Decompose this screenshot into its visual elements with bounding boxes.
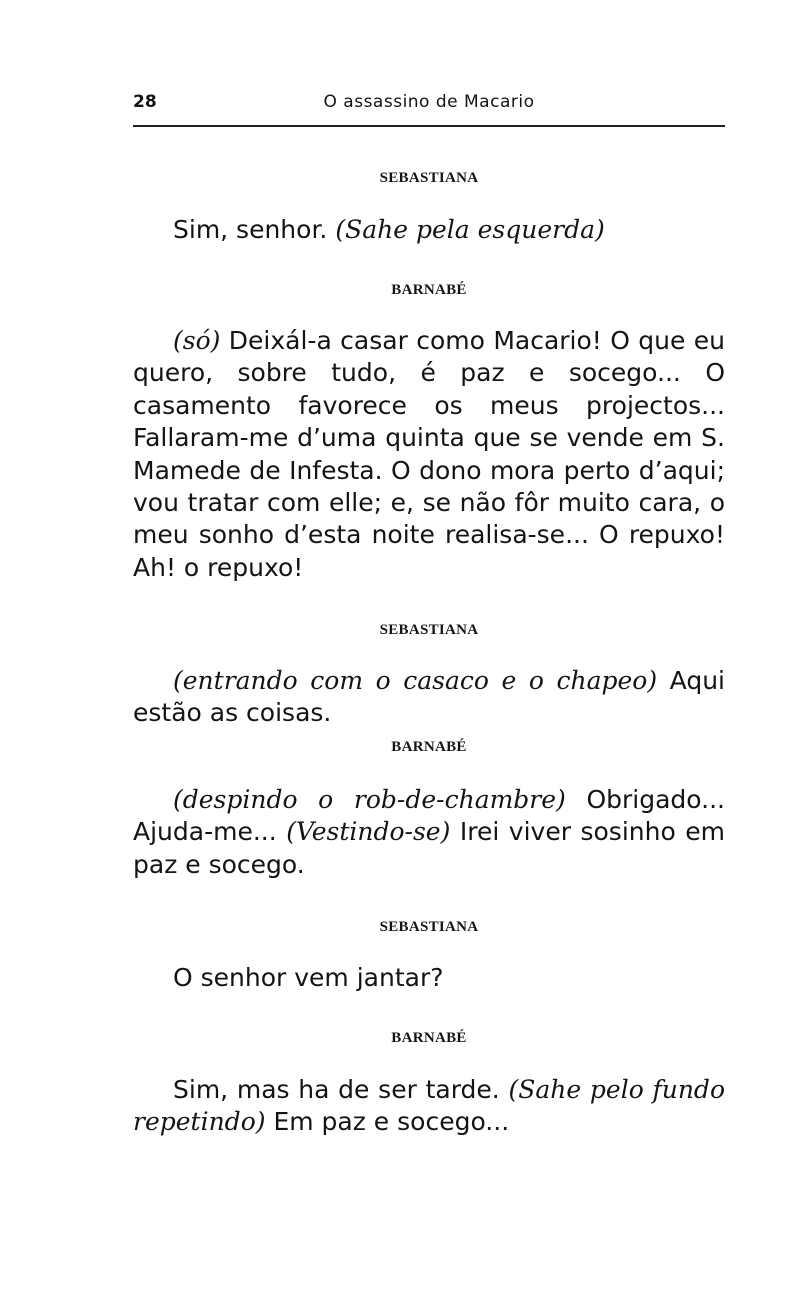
speech-text: Sim, mas ha de ser tarde. [173,1075,509,1104]
speaker-name: BARNABÉ [391,739,467,755]
stage-direction: (Sahe pela esquerda) [335,215,605,244]
speaker-name: BARNABÉ [391,1030,467,1046]
speech-text: Obrigado... Ajuda-me... [133,785,725,847]
stage-direction: (entrando com o casaco e o chapeo) [173,666,658,695]
speaker-name: SEBASTIANA [379,919,479,935]
running-title: O assassino de Macario [323,92,535,112]
speaker-name: SEBASTIANA [379,170,479,186]
speech-paragraph [133,1074,725,1139]
speech-text: O senhor vem jantar? [173,963,444,992]
speaker-name: BARNABÉ [391,282,467,298]
speech-text: Irei viver sosinho em paz e socego. [133,817,726,879]
speech-paragraph [133,665,725,730]
page-header [133,92,725,116]
speech-text: Deixál-a casar como Macario! O que eu quero, sobre tudo, é paz e socego... O casamento favorece os meus projectos... Fallaram-me d’uma quinta que se vende em S. Mamede de Infesta. O dono mora perto d’aqui; vou tratar com elle; e, se não fôr muito cara, o meu sonho d’esta noite realisa-se... O repuxo! Ah! o repuxo! [133,326,725,582]
speech-paragraph [133,214,725,246]
stage-direction: (só) [173,326,221,355]
stage-direction: (Sahe pelo fundo repetindo) [133,1075,725,1137]
speech-paragraph [133,784,725,881]
speech-paragraph [133,325,725,584]
speech-text: Aqui estão as coisas. [133,666,725,728]
speech-text: Em paz e socego... [265,1107,510,1137]
header-rule [133,125,725,127]
stage-direction: (Vestindo-se) [286,817,451,847]
speech-paragraph [133,962,725,994]
speech-text: Sim, senhor. [173,215,336,244]
page-number: 28 [133,92,157,112]
stage-direction: (despindo o rob-de-chambre) [173,785,566,814]
speaker-name: SEBASTIANA [379,622,479,638]
